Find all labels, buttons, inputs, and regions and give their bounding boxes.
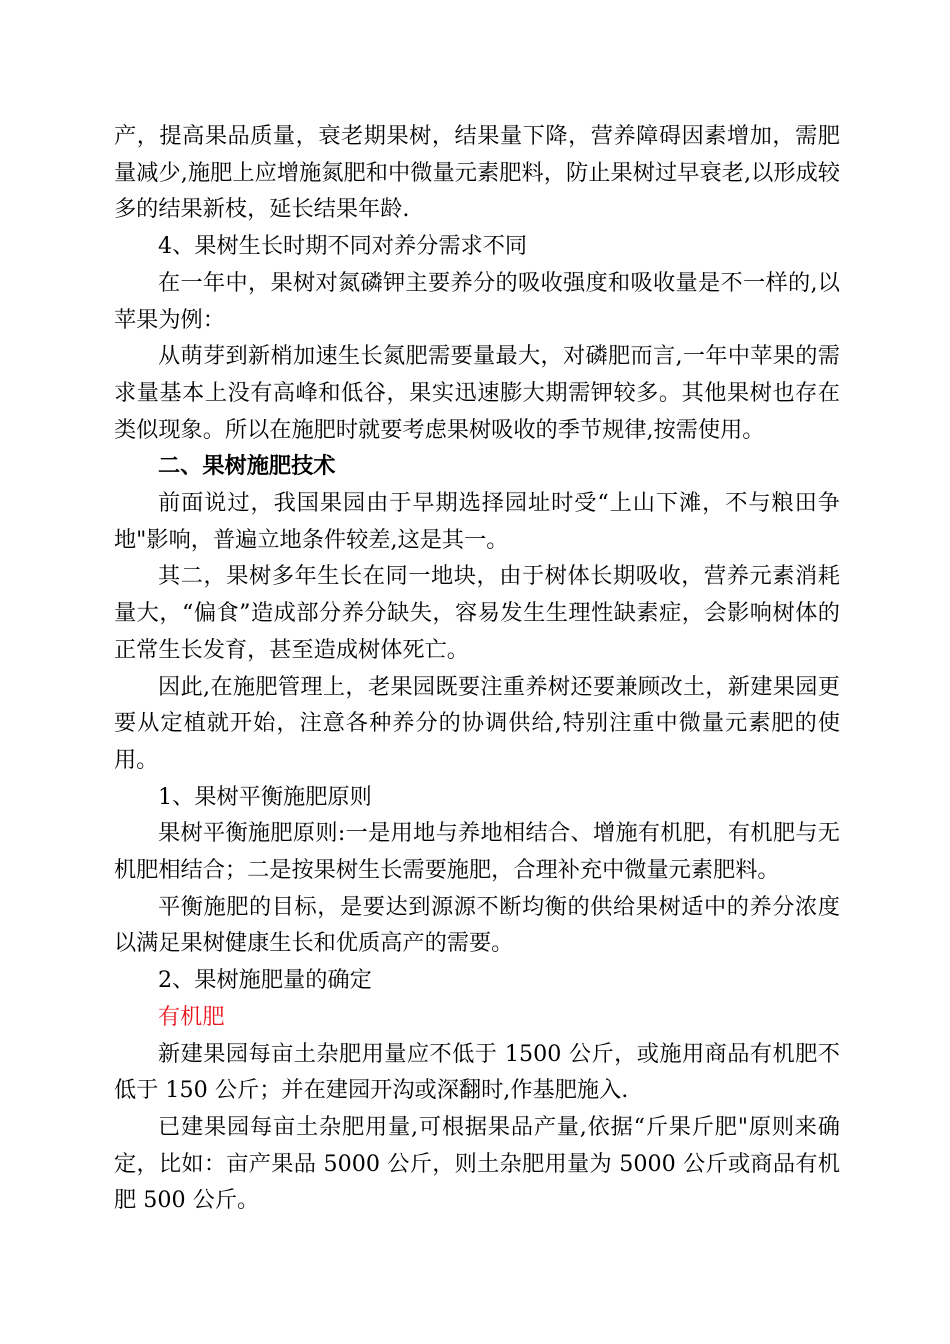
- subheading-balanced-fertilization: 1、果树平衡施肥原则: [158, 783, 372, 810]
- paragraph-management: 因此,在施肥管理上，老果园既要注重养树还要兼顾改土，新建果园更要从定植就开始，注意各种养分的协调供给,特别注重中微量元素肥的使用。: [114, 673, 840, 773]
- label-organic-fertilizer: 有机肥: [158, 1003, 225, 1030]
- paragraph-new-orchard: 新建果园每亩土杂肥用量应不低于 1500 公斤，或施用商品有机肥不低于 150 公斤；并在建园开沟或深翻时,作基肥施入.: [114, 1040, 840, 1104]
- paragraph-balanced-principles: 果树平衡施肥原则:一是用地与养地相结合、增施有机肥，有机肥与无机肥相结合；二是按果树生长需要施肥，合理补充中微量元素肥料。: [114, 820, 840, 884]
- paragraph-continuation: 产，提高果品质量，衰老期果树，结果量下降，营养障碍因素增加，需肥量减少,施肥上应增施氮肥和中微量元素肥料，防止果树过早衰老,以形成较多的结果新枝，延长结果年龄.: [114, 123, 840, 223]
- paragraph-annual-absorption: 在一年中，果树对氮磷钾主要养分的吸收强度和吸收量是不一样的,以苹果为例：: [114, 269, 840, 333]
- paragraph-apple-example: 从萌芽到新梢加速生长氮肥需要量最大，对磷肥而言,一年中苹果的需求量基本上没有高峰和低谷，果实迅速膨大期需钾较多。其他果树也存在类似现象。所以在施肥时就要考虑果树吸收的季节规律,按需使用。: [114, 343, 840, 443]
- section-heading-fertilization-technique: 二、果树施肥技术: [158, 453, 336, 480]
- subheading-fertilizer-amount: 2、果树施肥量的确定: [158, 967, 372, 994]
- subheading-nutrient-needs-by-period: 4、果树生长时期不同对养分需求不同: [158, 233, 528, 260]
- paragraph-balanced-goal: 平衡施肥的目标，是要达到源源不断均衡的供给果树适中的养分浓度以满足果树健康生长和优质高产的需要。: [114, 893, 840, 957]
- paragraph-site-conditions: 前面说过，我国果园由于早期选择园址时受“上山下滩，不与粮田争地"影响，普遍立地条件较差,这是其一。: [114, 490, 840, 553]
- paragraph-nutrient-depletion: 其二，果树多年生长在同一地块，由于树体长期吸收，营养元素消耗量大，“偏食”造成部分养分缺失，容易发生生理性缺素症，会影响树体的正常生长发育，甚至造成树体死亡。: [114, 563, 840, 663]
- document-page: [114, 118, 840, 1219]
- paragraph-existing-orchard: 已建果园每亩土杂肥用量,可根据果品产量,依据“斤果斤肥"原则来确定，比如：亩产果品 5000 公斤，则土杂肥用量为 5000 公斤或商品有机肥 500 公斤。: [114, 1113, 840, 1214]
